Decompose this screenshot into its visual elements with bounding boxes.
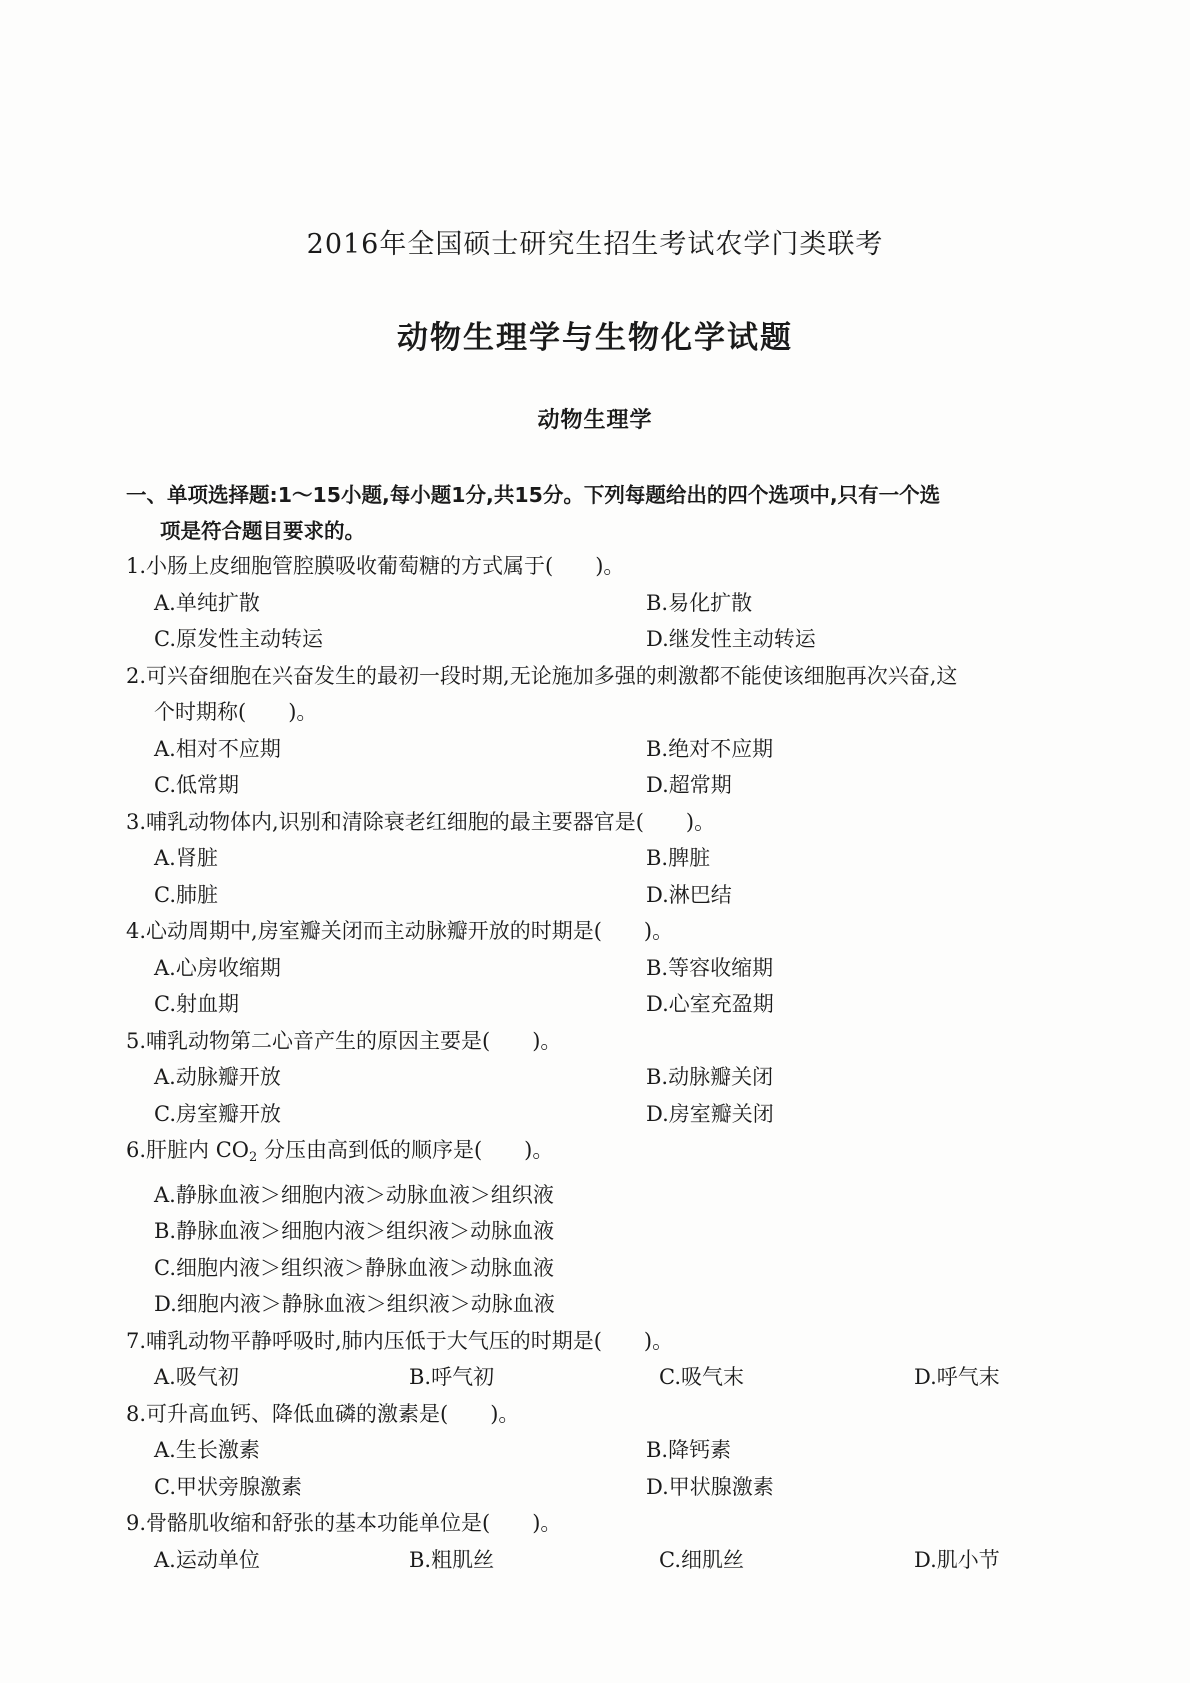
option-c: C.原发性主动转运 [154, 627, 323, 651]
question-6 [126, 1132, 1116, 1323]
question-stem: 2.可兴奋细胞在兴奋发生的最初一段时期,无论施加多强的刺激都不能使该细胞再次兴奋,这 [126, 663, 958, 688]
question-list [126, 548, 1116, 1578]
option-c: C.细肌丝 [659, 1547, 744, 1572]
option-b: B.呼气初 [409, 1365, 495, 1389]
question-stem: 5.哺乳动物第二心音产生的原因主要是( )。 [126, 1028, 562, 1053]
stem-part: 6.肝脏内 CO [126, 1138, 249, 1162]
option-b: B.易化扩散 [646, 590, 753, 615]
option-c: C.房室瓣开放 [154, 1101, 281, 1126]
question-stem: 4.心动周期中,房室瓣关闭而主动脉瓣开放的时期是( )。 [126, 919, 674, 943]
option-a: A.相对不应期 [154, 736, 281, 761]
option-group [126, 950, 1116, 1023]
option-a: A.单纯扩散 [154, 590, 260, 615]
option-d: D.继发性主动转运 [646, 627, 816, 651]
option-group [126, 585, 1116, 658]
section-title: 动物生理学 [537, 408, 653, 433]
option-group [126, 840, 1116, 913]
option-d: D.呼气末 [914, 1365, 1000, 1389]
option-b: B.等容收缩期 [646, 955, 774, 980]
option-c: C.吸气末 [659, 1365, 744, 1389]
option-c: C.肺脏 [154, 882, 218, 907]
option-group [126, 1177, 1116, 1323]
question-4 [126, 913, 1116, 1023]
question-2 [126, 658, 1116, 804]
option-d: D.房室瓣关闭 [646, 1101, 774, 1126]
question-stem: 8.可升高血钙、降低血磷的激素是( )。 [126, 1401, 520, 1426]
option-a: A.心房收缩期 [154, 955, 281, 980]
option-a: A.静脉血液＞细胞内液＞动脉血液＞组织液 [154, 1182, 554, 1207]
option-a: A.运动单位 [154, 1547, 260, 1572]
exam-header: 2016年全国硕士研究生招生考试农学门类联考 [306, 229, 884, 260]
option-c: C.甲状旁腺激素 [154, 1474, 302, 1499]
option-b: B.动脉瓣关闭 [646, 1065, 774, 1089]
option-d: D.细胞内液＞静脉血液＞组织液＞动脉血液 [154, 1292, 555, 1316]
question-stem: 1.小肠上皮细胞管腔膜吸收葡萄糖的方式属于( )。 [126, 554, 625, 578]
option-b: B.粗肌丝 [409, 1547, 495, 1572]
option-d: D.淋巴结 [646, 882, 732, 907]
question-9 [126, 1505, 1116, 1578]
option-d: D.肌小节 [914, 1547, 1000, 1572]
option-a: A.动脉瓣开放 [154, 1065, 281, 1089]
option-b: B.静脉血液＞细胞内液＞组织液＞动脉血液 [154, 1219, 555, 1243]
option-d: D.心室充盈期 [646, 992, 774, 1016]
instructions-line-1: 一、单项选择题:1～15小题,每小题1分,共15分。下列每题给出的四个选项中,只有一个选 [126, 483, 941, 507]
question-stem-continued: 个时期称( )。 [154, 700, 318, 724]
option-b: B.绝对不应期 [646, 736, 774, 761]
stem-part: 分压由高到低的顺序是( )。 [257, 1138, 554, 1162]
option-c: C.射血期 [154, 992, 239, 1016]
option-a: A.吸气初 [154, 1365, 239, 1389]
option-group [126, 1432, 1116, 1505]
question-8 [126, 1396, 1116, 1506]
paper-title: 动物生理学与生物化学试题 [397, 320, 793, 356]
question-1 [126, 548, 1116, 658]
subscript: 2 [249, 1150, 258, 1165]
question-3 [126, 804, 1116, 914]
instructions-line-2: 项是符合题目要求的。 [160, 519, 365, 543]
option-a: A.生长激素 [154, 1438, 260, 1462]
option-group [126, 731, 1116, 804]
option-d: D.甲状腺激素 [646, 1474, 774, 1499]
option-d: D.超常期 [646, 773, 732, 797]
option-c: C.细胞内液＞组织液＞静脉血液＞动脉血液 [154, 1255, 554, 1280]
question-stem: 7.哺乳动物平静呼吸时,肺内压低于大气压的时期是( )。 [126, 1328, 674, 1353]
option-group [126, 1059, 1116, 1132]
option-c: C.低常期 [154, 773, 239, 797]
question-5 [126, 1023, 1116, 1133]
option-b: B.降钙素 [646, 1438, 732, 1462]
question-7 [126, 1323, 1116, 1396]
question-stem: 3.哺乳动物体内,识别和清除衰老红细胞的最主要器官是( )。 [126, 809, 716, 834]
option-b: B.脾脏 [646, 846, 711, 870]
question-stem [126, 1132, 1116, 1177]
option-a: A.肾脏 [154, 846, 218, 870]
question-stem: 9.骨骼肌收缩和舒张的基本功能单位是( )。 [126, 1511, 562, 1535]
option-group [126, 1359, 1116, 1396]
option-group [126, 1542, 1116, 1579]
section-instructions [126, 477, 1116, 549]
